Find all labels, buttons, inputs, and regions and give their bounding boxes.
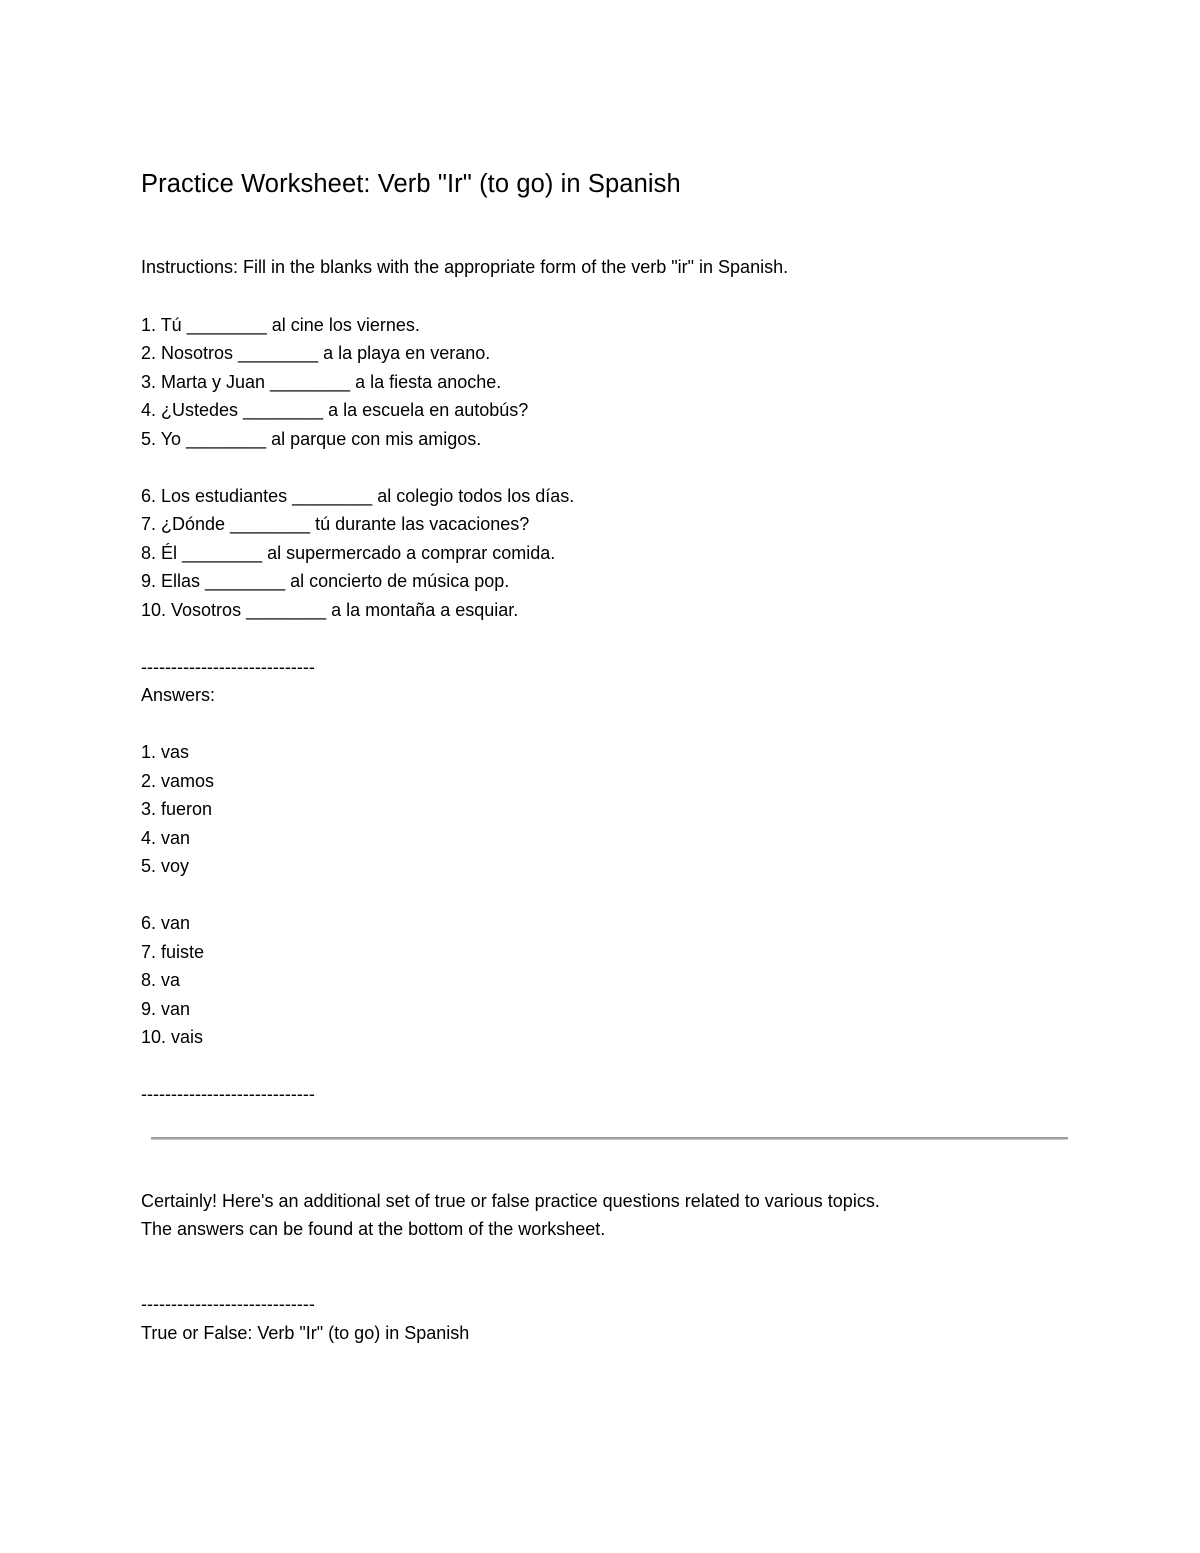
answers-middle-gap	[141, 881, 1081, 910]
closing-paragraph-line-2: The answers can be found at the bottom of the worksheet.	[141, 1219, 606, 1239]
pre-separator-gap	[141, 624, 1081, 653]
list-item: 2. vamos	[141, 770, 215, 791]
list-item: 5. Yo ________ al parque con mis amigos.	[141, 428, 482, 449]
list-item: 8. Él ________ al supermercado a comprar comida.	[141, 542, 556, 563]
dashed-separator-true-false: -----------------------------	[141, 1294, 315, 1314]
closing-paragraph	[141, 1187, 1061, 1244]
true-false-section-heading: True or False: Verb "Ir" (to go) in Spanish	[141, 1322, 470, 1343]
list-item: 4. van	[141, 827, 191, 848]
list-item: 7. ¿Dónde ________ tú durante las vacaciones?	[141, 514, 530, 534]
pre-bottom-separator-gap	[141, 1052, 1081, 1081]
list-item: 3. Marta y Juan ________ a la fiesta anoche.	[141, 371, 502, 392]
list-item: 6. Los estudiantes ________ al colegio todos los días.	[141, 485, 575, 506]
list-item: 6. van	[141, 913, 191, 933]
answers-heading: Answers:	[141, 685, 216, 705]
page-title: Practice Worksheet: Verb "Ir" (to go) in Spanish	[141, 170, 681, 198]
list-item: 10. Vosotros ________ a la montaña a esquiar.	[141, 599, 519, 620]
list-item: 5. voy	[141, 856, 190, 876]
answers-gap	[141, 710, 1081, 739]
list-item: 9. Ellas ________ al concierto de música pop.	[141, 571, 510, 591]
list-item: 2. Nosotros ________ a la playa en verano.	[141, 343, 491, 363]
instructions-text: Instructions: Fill in the blanks with the appropriate form of the verb "ir" in Spanish.	[141, 257, 789, 277]
list-item: 7. fuiste	[141, 941, 205, 962]
questions-list-first-half	[141, 311, 1081, 454]
document-body	[141, 168, 1081, 1347]
dashed-separator-bottom: -----------------------------	[141, 1084, 315, 1104]
list-item: 9. van	[141, 998, 191, 1019]
questions-gap	[141, 453, 1081, 482]
post-rule-gap	[141, 1140, 1081, 1169]
pre-tf-gap	[141, 1262, 1081, 1291]
answers-list-second-half	[141, 909, 1081, 1052]
list-item: 10. vais	[141, 1027, 204, 1047]
dashed-separator-top: -----------------------------	[141, 656, 315, 677]
answers-list-first-half	[141, 738, 1081, 881]
list-item: 1. vas	[141, 742, 190, 762]
closing-paragraph-line-1: Certainly! Here's an additional set of true or false practice questions related to various topics.	[141, 1190, 880, 1211]
title-spacer	[141, 200, 1081, 253]
list-item: 1. Tú ________ al cine los viernes.	[141, 314, 420, 335]
questions-list-second-half	[141, 482, 1081, 625]
pre-rule-gap	[141, 1109, 1081, 1138]
instructions-spacer	[141, 282, 1081, 311]
list-item: 4. ¿Ustedes ________ a la escuela en autobús?	[141, 400, 529, 420]
list-item: 3. fueron	[141, 799, 213, 819]
list-item: 8. va	[141, 970, 181, 990]
